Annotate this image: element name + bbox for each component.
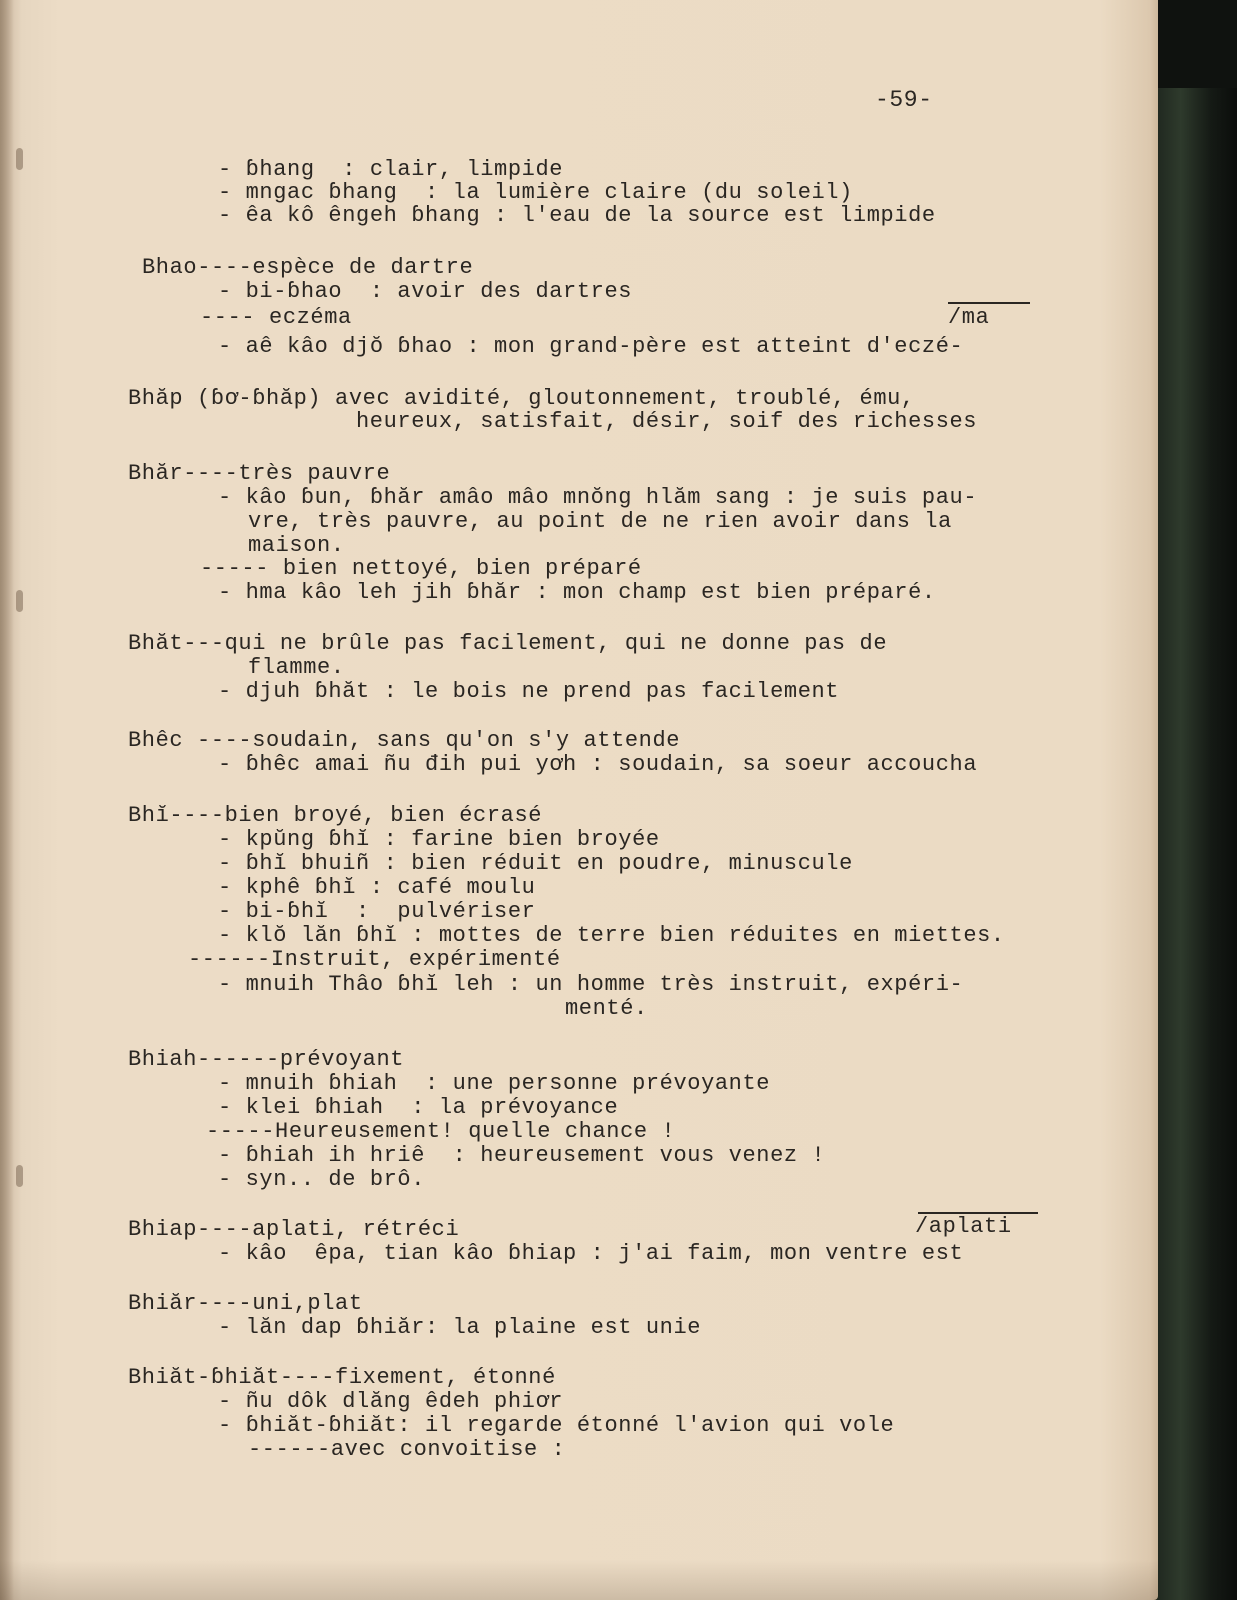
- entry-line: -----Heureusement! quelle chance !: [206, 1119, 676, 1144]
- headword-line: Bhiăr----uni,plat: [128, 1291, 363, 1316]
- entry-line: - bi-ɓhĭ : pulvériser: [218, 899, 536, 924]
- page-number: -59-: [875, 87, 933, 113]
- headword-line: Bhiap----aplati, rétréci: [128, 1217, 460, 1242]
- continuation-rule: [948, 302, 1030, 304]
- entry-line: flamme.: [248, 655, 345, 680]
- entry-line: - mngac ɓhang : la lumière claire (du soleil): [218, 180, 853, 205]
- entry-line: - ɓhĭ bhuiñ : bien réduit en poudre, minuscule: [218, 851, 853, 876]
- entry-line: - kâo ɓun, ɓhăr amâo mâo mnŏng hlăm sang : je suis pau-: [218, 485, 978, 510]
- entry-line: - ɓhang : clair, limpide: [218, 157, 564, 182]
- entry-line: ------Instruit, expérimenté: [188, 947, 561, 972]
- entry-line: - syn.. de brô.: [218, 1167, 426, 1192]
- entry-line: - ɓhiăt-ɓhiăt: il regarde étonné l'avion qui vole: [218, 1413, 895, 1438]
- headword-line: Bhêc ----soudain, sans qu'on s'y attende: [128, 728, 681, 753]
- headword-line: Bhăt---qui ne brûle pas facilement, qui ne donne pas de: [128, 631, 888, 656]
- entry-line: - mnuih ɓhiah : une personne prévoyante: [218, 1071, 771, 1096]
- headword-line: Bhao----espèce de dartre: [142, 255, 474, 280]
- headword-line: Bhĭ----bien broyé, bien écrasé: [128, 803, 543, 828]
- entry-line: - lăn dap ɓhiăr: la plaine est unie: [218, 1315, 702, 1340]
- headword-line: Bhăr----très pauvre: [128, 461, 391, 486]
- entry-line: - mnuih Thâo ɓhĭ leh : un homme très instruit, expéri-: [218, 972, 964, 997]
- continuation-fragment: /aplati: [915, 1214, 1012, 1239]
- entry-line: ---- eczéma: [200, 305, 352, 330]
- entry-line: maison.: [248, 533, 345, 558]
- entry-line: vre, très pauvre, au point de ne rien avoir dans la: [248, 509, 952, 534]
- entry-line: - ñu dôk dlăng êdeh phiơr: [218, 1389, 564, 1414]
- entry-line: - kâo êpa, tian kâo ɓhiap : j'ai faim, mon ventre est: [218, 1241, 964, 1266]
- entry-line: - kphê ɓhĭ : café moulu: [218, 875, 536, 900]
- entry-line: heureux, satisfait, désir, soif des richesses: [356, 409, 978, 434]
- entry-line: menté.: [565, 996, 648, 1021]
- headword-line: Bhăp (ɓơ-ɓhăp) avec avidité, gloutonnement, troublé, ému,: [128, 386, 915, 411]
- entry-line: ----- bien nettoyé, bien préparé: [200, 556, 642, 581]
- entry-line: - ɓhiah ih hriê : heureusement vous venez !: [218, 1143, 826, 1168]
- entry-line: - klei ɓhiah : la prévoyance: [218, 1095, 619, 1120]
- entry-line: - aê kâo djŏ ɓhao : mon grand-père est atteint d'eczé-: [218, 334, 964, 359]
- book-binding: [1150, 88, 1237, 1600]
- entry-line: - klŏ lăn ɓhĭ : mottes de terre bien réduites en miettes.: [218, 923, 1005, 948]
- headword-line: Bhiah------prévoyant: [128, 1047, 405, 1072]
- entry-line: - hma kâo leh jih ɓhăr : mon champ est bien préparé.: [218, 580, 936, 605]
- entry-line: - bi-ɓhao : avoir des dartres: [218, 279, 633, 304]
- entry-line: - êa kô êngeh ɓhang : l'eau de la source est limpide: [218, 203, 936, 228]
- continuation-fragment: /ma: [948, 305, 990, 330]
- entry-line: - djuh ɓhăt : le bois ne prend pas facilement: [218, 679, 840, 704]
- entry-line: - kpŭng ɓhĭ : farine bien broyée: [218, 827, 660, 852]
- headword-line: Bhiăt-ɓhiăt----fixement, étonné: [128, 1365, 556, 1390]
- entry-line: - ɓhêc amai ñu đih pui yơh : soudain, sa soeur accoucha: [218, 752, 978, 777]
- entry-line: ------avec convoitise :: [248, 1437, 566, 1462]
